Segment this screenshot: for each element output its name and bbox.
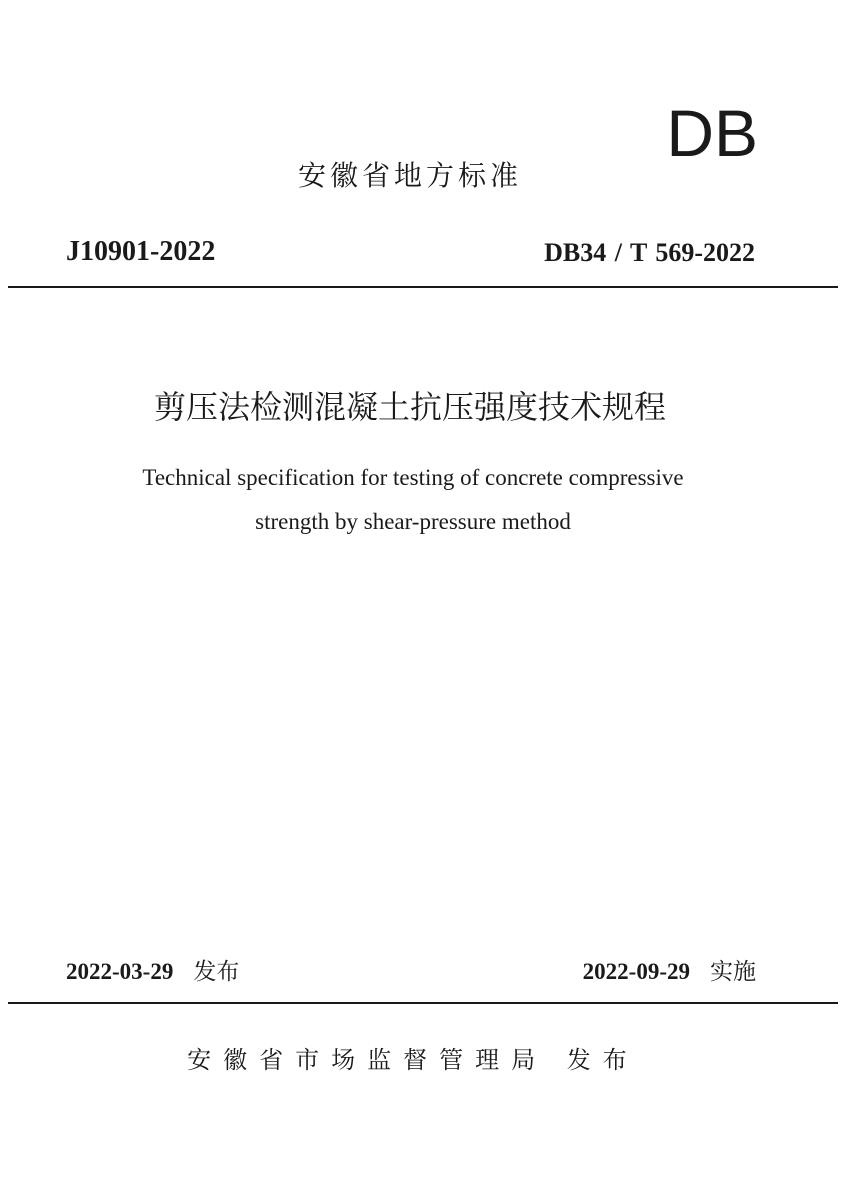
issue-date: 2022-03-29 — [66, 959, 174, 984]
standard-type: 安徽省地方标准 — [297, 159, 522, 192]
record-number: J10901-2022 — [66, 236, 216, 267]
db-mark: DB — [666, 96, 758, 170]
title-english-line1: Technical specification for testing of concrete compressive — [142, 465, 684, 490]
standard-number: DB34 / T 569-2022 — [544, 238, 755, 267]
bottom-divider — [8, 1002, 838, 1004]
issue-date-block — [66, 960, 239, 984]
issuer: 安徽省市场监督管理局 发布 — [187, 1046, 639, 1074]
implement-date: 2022-09-29 — [582, 959, 690, 984]
title-english-line2: strength by shear-pressure method — [255, 509, 571, 534]
top-divider — [8, 286, 838, 288]
implement-date-block — [583, 960, 756, 984]
title-chinese: 剪压法检测混凝土抗压强度技术规程 — [153, 388, 666, 426]
issue-label: 发布 — [193, 959, 240, 985]
implement-label: 实施 — [710, 959, 756, 985]
